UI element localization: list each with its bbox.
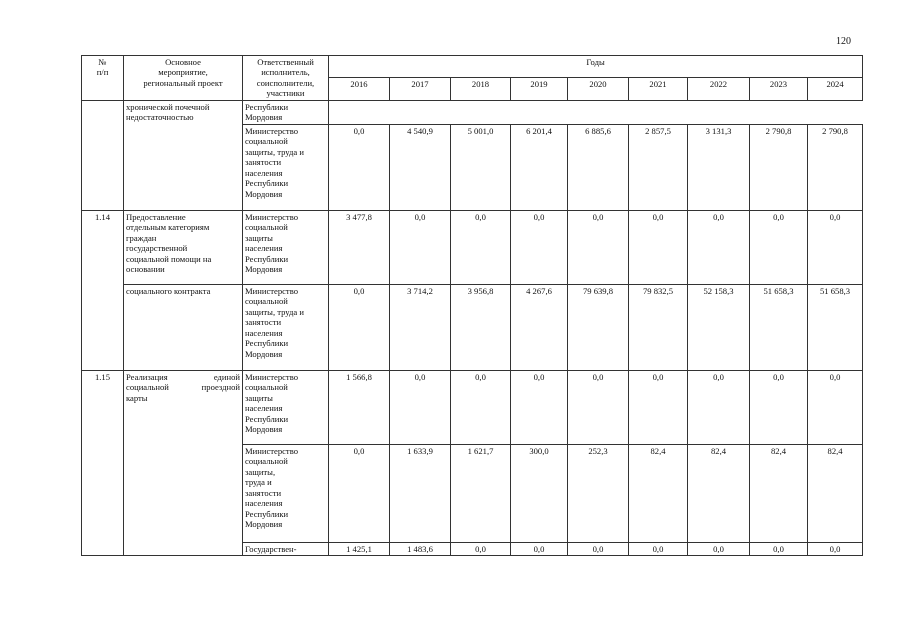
value-cell: 2 790,8 — [808, 124, 863, 210]
value-cell: 1 566,8 — [329, 370, 390, 444]
value-cell: 1 483,6 — [390, 542, 451, 555]
value-cell: 0,0 — [451, 370, 511, 444]
value-cell: 0,0 — [451, 210, 511, 284]
value-cell: 0,0 — [750, 370, 808, 444]
value-cell: 0,0 — [808, 370, 863, 444]
value-cell: 0,0 — [808, 542, 863, 555]
row-num: 1.15 — [82, 370, 124, 555]
value-cell: 82,4 — [808, 444, 863, 542]
value-cell: 300,0 — [511, 444, 568, 542]
value-cell: 3 131,3 — [688, 124, 750, 210]
row-measure: социального контракта — [124, 284, 243, 370]
value-cell: 2 857,5 — [629, 124, 688, 210]
row-measure: Реализация единой социальной проездной карты — [124, 370, 243, 555]
value-cell: 2 790,8 — [750, 124, 808, 210]
header-year-2024: 2024 — [808, 78, 863, 100]
row-executor: Министерство социальной защиты, труда и занятости населения Республики Мордовия — [243, 124, 329, 210]
value-cell: 0,0 — [750, 542, 808, 555]
header-year-2018: 2018 — [451, 78, 511, 100]
row-executor: Министерство социальной защиты, труда и занятости населения Республики Мордовия — [243, 284, 329, 370]
value-cell: 0,0 — [568, 542, 629, 555]
value-cell: 0,0 — [750, 210, 808, 284]
row-num — [82, 100, 124, 210]
value-cell: 4 267,6 — [511, 284, 568, 370]
table-header — [82, 56, 863, 101]
header-year-2020: 2020 — [568, 78, 629, 100]
table-row — [82, 210, 863, 284]
value-cell: 82,4 — [750, 444, 808, 542]
value-cell: 79 832,5 — [629, 284, 688, 370]
header-num: № п/п — [82, 56, 124, 101]
value-cell: 3 714,2 — [390, 284, 451, 370]
page-number: 120 — [836, 36, 851, 47]
header-executor: Ответственный исполнитель, соисполнители, участники — [243, 56, 329, 101]
header-years-label: Годы — [329, 56, 863, 78]
header-year-2019: 2019 — [511, 78, 568, 100]
value-cell: 82,4 — [629, 444, 688, 542]
value-cell: 0,0 — [629, 370, 688, 444]
value-cell: 0,0 — [329, 124, 390, 210]
value-cell: 3 956,8 — [451, 284, 511, 370]
header-year-2016: 2016 — [329, 78, 390, 100]
row-measure: Предоставление отдельным категориям граждан государственной социальной помощи на основании — [124, 210, 243, 284]
value-cell: 5 001,0 — [451, 124, 511, 210]
value-cell: 0,0 — [808, 210, 863, 284]
value-cell: 1 425,1 — [329, 542, 390, 555]
value-cell: 0,0 — [629, 210, 688, 284]
value-cell: 52 158,3 — [688, 284, 750, 370]
value-cell: 4 540,9 — [390, 124, 451, 210]
row-measure: хронической почечной недостаточностью — [124, 100, 243, 210]
table-row — [82, 284, 863, 370]
header-row-1 — [82, 56, 863, 78]
table-row — [82, 100, 863, 124]
table-row — [82, 370, 863, 444]
row-values-empty — [329, 100, 863, 124]
row-executor: Министерство социальной защиты населения Республики Мордовия — [243, 210, 329, 284]
header-year-2017: 2017 — [390, 78, 451, 100]
value-cell: 82,4 — [688, 444, 750, 542]
row-executor: Министерство социальной защиты, труда и занятости населения Республики Мордовия — [243, 444, 329, 542]
value-cell: 0,0 — [511, 370, 568, 444]
value-cell: 0,0 — [329, 444, 390, 542]
value-cell: 0,0 — [629, 542, 688, 555]
row-executor: Республики Мордовия — [243, 100, 329, 124]
value-cell: 0,0 — [329, 284, 390, 370]
value-cell: 3 477,8 — [329, 210, 390, 284]
row-executor: Министерство социальной защиты населения Республики Мордовия — [243, 370, 329, 444]
value-cell: 51 658,3 — [808, 284, 863, 370]
value-cell: 0,0 — [390, 210, 451, 284]
value-cell: 0,0 — [451, 542, 511, 555]
header-measure: Основное мероприятие, региональный проект — [124, 56, 243, 101]
value-cell: 6 885,6 — [568, 124, 629, 210]
value-cell: 0,0 — [511, 542, 568, 555]
value-cell: 0,0 — [688, 370, 750, 444]
value-cell: 0,0 — [688, 210, 750, 284]
value-cell: 0,0 — [511, 210, 568, 284]
header-year-2022: 2022 — [688, 78, 750, 100]
row-num: 1.14 — [82, 210, 124, 370]
value-cell: 0,0 — [390, 370, 451, 444]
value-cell: 0,0 — [568, 370, 629, 444]
value-cell: 1 633,9 — [390, 444, 451, 542]
value-cell: 0,0 — [688, 542, 750, 555]
value-cell: 79 639,8 — [568, 284, 629, 370]
value-cell: 51 658,3 — [750, 284, 808, 370]
row-executor: Государствен- — [243, 542, 329, 555]
value-cell: 1 621,7 — [451, 444, 511, 542]
value-cell: 0,0 — [568, 210, 629, 284]
value-cell: 6 201,4 — [511, 124, 568, 210]
budget-table — [81, 55, 863, 556]
header-year-2023: 2023 — [750, 78, 808, 100]
value-cell: 252,3 — [568, 444, 629, 542]
header-year-2021: 2021 — [629, 78, 688, 100]
